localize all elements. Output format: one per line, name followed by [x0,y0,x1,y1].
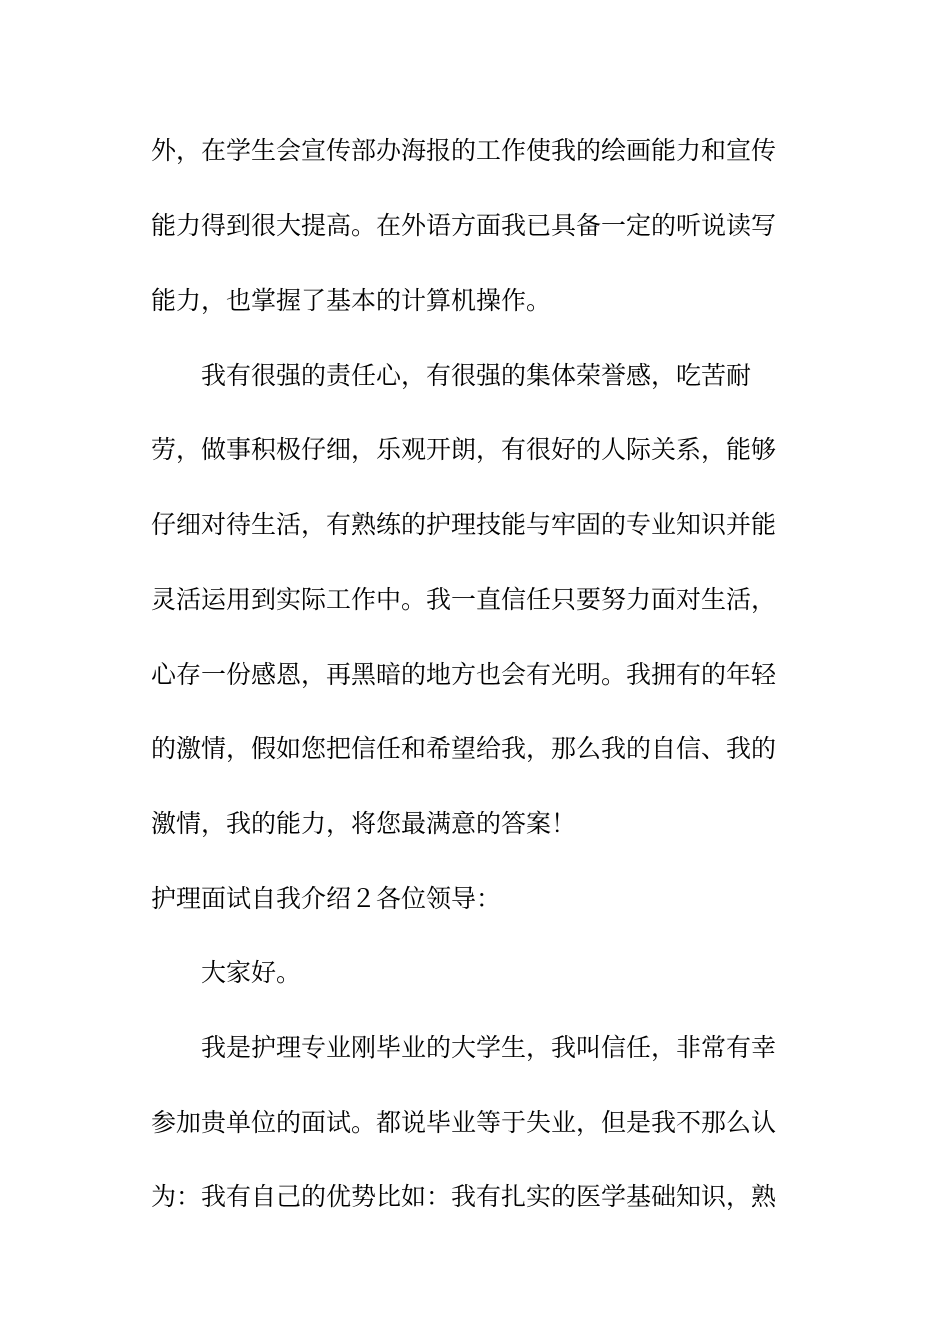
paragraph-first-line: 我是护理专业刚毕业的大学生，我叫信任，非常有幸 [201,1033,777,1062]
greeting-line: 大家好。 [201,958,302,987]
text-line: 仔细对待生活，有熟练的护理技能与牢固的专业知识并能 [151,510,777,539]
text-line: 能力，也掌握了基本的计算机操作。 [151,286,552,315]
text-line: 灵活运用到实际工作中。我一直信任只要努力面对生活， [151,585,777,614]
text-line: 外，在学生会宣传部办海报的工作使我的绘画能力和宣传 [151,136,777,165]
paragraph-first-line: 我有很强的责任心，有很强的集体荣誉感，吃苦耐 [201,361,752,390]
text-line: 的激情，假如您把信任和希望给我，那么我的自信、我的 [151,734,777,763]
text-line: 参加贵单位的面试。都说毕业等于失业，但是我不那么认 [151,1108,777,1137]
text-line: 能力得到很大提高。在外语方面我已具备一定的听说读写 [151,211,777,240]
section-heading: 护理面试自我介绍２各位领导： [151,884,502,913]
text-line: 激情，我的能力，将您最满意的答案！ [151,809,577,838]
text-line: 为：我有自己的优势比如：我有扎实的医学基础知识，熟 [151,1182,777,1211]
text-line: 心存一份感恩，再黑暗的地方也会有光明。我拥有的年轻 [151,660,777,689]
text-line: 劳，做事积极仔细，乐观开朗，有很好的人际关系，能够 [151,435,777,464]
